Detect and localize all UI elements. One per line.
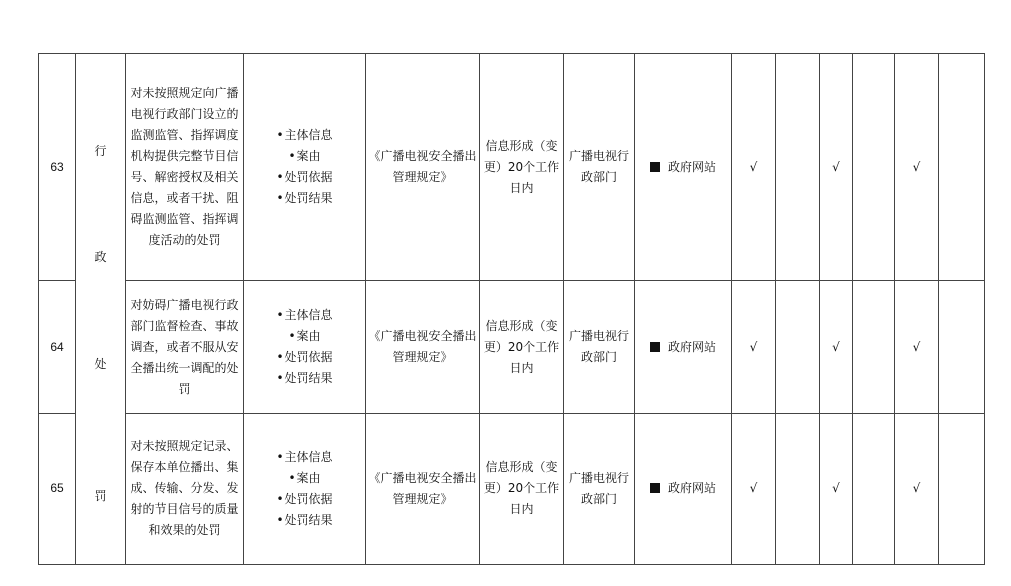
content-entry: • 处罚结果 <box>276 188 332 209</box>
category-char: 处 <box>94 357 107 371</box>
check-cell: √ <box>820 413 853 564</box>
check-cell: √ <box>732 281 776 413</box>
category-char: 政 <box>94 250 107 264</box>
content-entry: • 处罚依据 <box>276 347 332 368</box>
check-cell <box>939 54 985 281</box>
disclosure-channel <box>635 413 732 564</box>
check-cell <box>776 54 820 281</box>
disclosure-table <box>38 53 985 565</box>
disclosure-contents <box>244 413 366 564</box>
row-number: 63 <box>39 54 76 281</box>
disclosure-channel <box>635 281 732 413</box>
filled-square-icon <box>650 342 660 352</box>
disclosure-contents <box>244 281 366 413</box>
content-entry: • 主体信息 <box>276 447 332 468</box>
disclosure-item: 对妨碍广播电视行政部门监督检查、事故调查，或者不服从安全播出统一调配的处罚 <box>126 281 244 413</box>
check-cell <box>776 281 820 413</box>
table-row <box>39 413 985 564</box>
content-entry: • 主体信息 <box>276 305 332 326</box>
check-cell <box>853 413 895 564</box>
disclosure-basis: 《广播电视安全播出管理规定》 <box>366 281 480 413</box>
check-cell: √ <box>895 413 939 564</box>
content-entry: • 主体信息 <box>276 125 332 146</box>
content-entry: • 处罚结果 <box>276 510 332 531</box>
disclosure-time-limit: 信息形成（变更）20个工作日内 <box>480 54 564 281</box>
category-char: 罚 <box>94 489 107 503</box>
check-cell <box>939 413 985 564</box>
content-entry: • 案由 <box>276 468 332 489</box>
check-cell <box>853 281 895 413</box>
check-cell <box>776 413 820 564</box>
disclosure-department: 广播电视行政部门 <box>564 413 635 564</box>
content-entry: • 处罚依据 <box>276 489 332 510</box>
disclosure-item: 对未按照规定记录、保存本单位播出、集成、传输、分发、发射的节目信号的质量和效果的处罚 <box>126 413 244 564</box>
row-number: 64 <box>39 281 76 413</box>
check-cell <box>939 281 985 413</box>
check-cell: √ <box>820 281 853 413</box>
table-row <box>39 281 985 413</box>
filled-square-icon <box>650 483 660 493</box>
disclosure-time-limit: 信息形成（变更）20个工作日内 <box>480 281 564 413</box>
check-cell: √ <box>895 281 939 413</box>
disclosure-contents <box>244 54 366 281</box>
row-number: 65 <box>39 413 76 564</box>
check-cell <box>853 54 895 281</box>
category-char: 行 <box>94 144 107 158</box>
table-row <box>39 54 985 281</box>
content-entry: • 案由 <box>276 146 332 167</box>
disclosure-department: 广播电视行政部门 <box>564 281 635 413</box>
disclosure-basis: 《广播电视安全播出管理规定》 <box>366 413 480 564</box>
content-entry: • 处罚依据 <box>276 167 332 188</box>
disclosure-basis: 《广播电视安全播出管理规定》 <box>366 54 480 281</box>
channel-label: 政府网站 <box>667 481 716 496</box>
disclosure-department: 广播电视行政部门 <box>564 54 635 281</box>
disclosure-channel <box>635 54 732 281</box>
content-entry: • 处罚结果 <box>276 368 332 389</box>
content-entry: • 案由 <box>276 326 332 347</box>
check-cell: √ <box>732 413 776 564</box>
disclosure-item: 对未按照规定向广播电视行政部门设立的监测监管、指挥调度机构提供完整节目信号、解密授权及相关信息，或者干扰、阻碍监测监管、指挥调度活动的处罚 <box>126 54 244 281</box>
filled-square-icon <box>650 162 660 172</box>
disclosure-time-limit: 信息形成（变更）20个工作日内 <box>480 413 564 564</box>
category-cell <box>76 54 126 565</box>
channel-label: 政府网站 <box>667 339 716 354</box>
check-cell: √ <box>732 54 776 281</box>
channel-label: 政府网站 <box>667 159 716 174</box>
check-cell: √ <box>820 54 853 281</box>
check-cell: √ <box>895 54 939 281</box>
